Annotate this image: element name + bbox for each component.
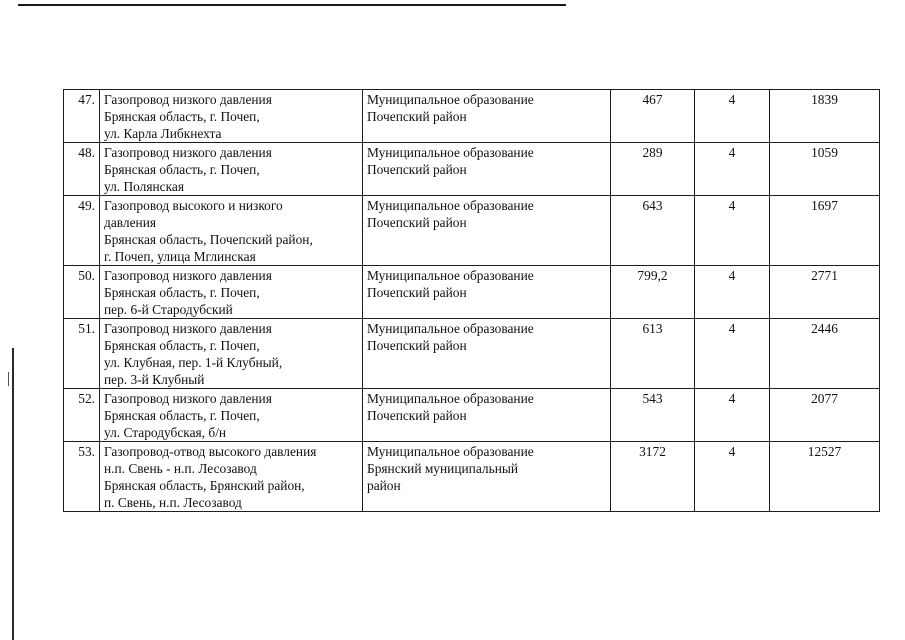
object-description-line: Брянская область, г. Почеп, — [104, 338, 260, 353]
object-cell — [100, 196, 363, 266]
category-cell — [695, 196, 770, 266]
value-cell — [770, 389, 880, 442]
object-description-line: Брянская область, г. Почеп, — [104, 285, 260, 300]
table-body — [64, 90, 880, 512]
top-rule — [18, 4, 566, 6]
owner-line: Муниципальное образование — [367, 92, 534, 107]
owner-cell — [363, 90, 611, 143]
value-cell — [770, 442, 880, 512]
numeric-value: 2771 — [811, 268, 838, 283]
object-description-line: Газопровод-отвод высокого давления — [104, 444, 317, 459]
object-description-line: Брянская область, г. Почеп, — [104, 109, 260, 124]
row-number: 51. — [78, 321, 95, 336]
length-value: 289 — [642, 145, 663, 160]
object-description-line: Газопровод низкого давления — [104, 321, 272, 336]
category-value: 4 — [728, 444, 736, 459]
length-value: 3172 — [639, 444, 666, 459]
owner-line: Муниципальное образование — [367, 198, 534, 213]
row-number: 53. — [78, 444, 95, 459]
table-row — [64, 442, 880, 512]
object-description-line: п. Свень, н.п. Лесозавод — [104, 495, 242, 510]
length-cell — [611, 266, 695, 319]
left-margin-rule — [12, 348, 14, 640]
object-description-line: пер. 3-й Клубный — [104, 372, 205, 387]
object-description-line: ул. Полянская — [104, 179, 185, 194]
object-description-line: Брянская область, г. Почеп, — [104, 162, 260, 177]
category-value: 4 — [728, 391, 736, 406]
owner-line: Муниципальное образование — [367, 444, 534, 459]
row-number: 49. — [78, 198, 95, 213]
category-value: 4 — [728, 321, 736, 336]
owner-cell — [363, 196, 611, 266]
object-description-line: давления — [104, 215, 157, 230]
length-cell — [611, 389, 695, 442]
table-row — [64, 196, 880, 266]
owner-cell — [363, 266, 611, 319]
object-cell — [100, 319, 363, 389]
category-cell — [695, 90, 770, 143]
length-cell — [611, 319, 695, 389]
object-description-line: Газопровод низкого давления — [104, 92, 272, 107]
row-number: 50. — [78, 268, 95, 283]
value-cell — [770, 196, 880, 266]
owner-line: Муниципальное образование — [367, 268, 534, 283]
numeric-value: 2446 — [811, 321, 838, 336]
owner-line: Почепский район — [367, 285, 467, 300]
object-cell — [100, 90, 363, 143]
length-value: 799,2 — [637, 268, 668, 283]
length-value: 467 — [642, 92, 663, 107]
object-description-line: Газопровод низкого давления — [104, 145, 272, 160]
object-cell — [100, 266, 363, 319]
category-cell — [695, 319, 770, 389]
object-description-line: ул. Стародубская, б/н — [104, 425, 227, 440]
owner-line: район — [367, 478, 401, 493]
owner-cell — [363, 389, 611, 442]
row-number-cell — [64, 319, 100, 389]
table-row — [64, 90, 880, 143]
owner-line: Почепский район — [367, 408, 467, 423]
object-cell — [100, 442, 363, 512]
category-value: 4 — [728, 92, 736, 107]
object-cell — [100, 389, 363, 442]
numeric-value: 1059 — [811, 145, 838, 160]
left-margin-mark — [8, 372, 9, 386]
table-row — [64, 143, 880, 196]
row-number-cell — [64, 143, 100, 196]
object-description-line: ул. Карла Либкнехта — [104, 126, 222, 141]
row-number: 52. — [78, 391, 95, 406]
numeric-value: 1839 — [811, 92, 838, 107]
owner-line: Брянский муниципальный — [367, 461, 519, 476]
gas-pipeline-registry-table — [63, 89, 880, 512]
row-number-cell — [64, 90, 100, 143]
length-cell — [611, 143, 695, 196]
object-description-line: пер. 6-й Стародубский — [104, 302, 233, 317]
category-value: 4 — [728, 198, 736, 213]
owner-cell — [363, 319, 611, 389]
numeric-value: 12527 — [807, 444, 842, 459]
value-cell — [770, 266, 880, 319]
value-cell — [770, 143, 880, 196]
object-description-line: Газопровод низкого давления — [104, 268, 272, 283]
length-value: 643 — [642, 198, 663, 213]
numeric-value: 2077 — [811, 391, 838, 406]
length-value: 613 — [642, 321, 663, 336]
owner-line: Муниципальное образование — [367, 145, 534, 160]
category-cell — [695, 143, 770, 196]
row-number-cell — [64, 442, 100, 512]
object-description-line: Газопровод низкого давления — [104, 391, 272, 406]
category-cell — [695, 389, 770, 442]
object-description-line: Газопровод высокого и низкого — [104, 198, 283, 213]
category-cell — [695, 442, 770, 512]
value-cell — [770, 319, 880, 389]
row-number: 48. — [78, 145, 95, 160]
table-row — [64, 319, 880, 389]
row-number: 47. — [78, 92, 95, 107]
owner-cell — [363, 442, 611, 512]
owner-cell — [363, 143, 611, 196]
object-cell — [100, 143, 363, 196]
category-cell — [695, 266, 770, 319]
object-description-line: н.п. Свень - н.п. Лесозавод — [104, 461, 257, 476]
object-description-line: ул. Клубная, пер. 1-й Клубный, — [104, 355, 283, 370]
object-description-line: Брянская область, г. Почеп, — [104, 408, 260, 423]
row-number-cell — [64, 196, 100, 266]
numeric-value: 1697 — [811, 198, 838, 213]
length-cell — [611, 196, 695, 266]
owner-line: Почепский район — [367, 162, 467, 177]
row-number-cell — [64, 389, 100, 442]
object-description-line: г. Почеп, улица Мглинская — [104, 249, 256, 264]
owner-line: Муниципальное образование — [367, 391, 534, 406]
table-row — [64, 389, 880, 442]
value-cell — [770, 90, 880, 143]
category-value: 4 — [728, 145, 736, 160]
owner-line: Почепский район — [367, 338, 467, 353]
object-description-line: Брянская область, Почепский район, — [104, 232, 313, 247]
length-cell — [611, 442, 695, 512]
owner-line: Почепский район — [367, 109, 467, 124]
row-number-cell — [64, 266, 100, 319]
owner-line: Почепский район — [367, 215, 467, 230]
table-row — [64, 266, 880, 319]
length-cell — [611, 90, 695, 143]
object-description-line: Брянская область, Брянский район, — [104, 478, 305, 493]
length-value: 543 — [642, 391, 663, 406]
owner-line: Муниципальное образование — [367, 321, 534, 336]
category-value: 4 — [728, 268, 736, 283]
